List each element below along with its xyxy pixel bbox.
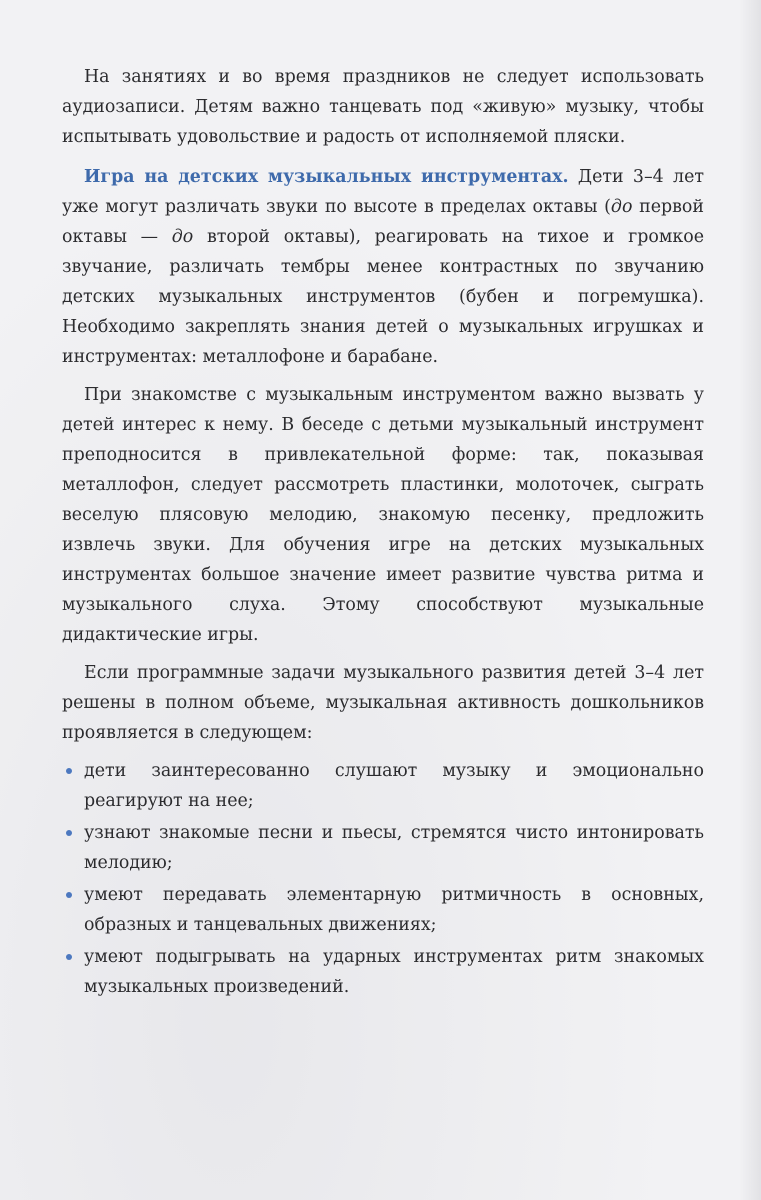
italic-term: до bbox=[171, 227, 194, 247]
bullet-icon bbox=[66, 768, 72, 774]
list-item-text: узнают знакомые песни и пьесы, стремятся чисто интонировать мелодию; bbox=[84, 823, 704, 873]
paragraph-audio-recordings: На занятиях и во время праздников не следует использовать аудиозаписи. Детям важно танцевать под «живую» музыку, чтобы испытывать удовольствие и радость от исполняемой пляски. bbox=[62, 67, 704, 147]
bullet-icon bbox=[66, 954, 72, 960]
list-item-text: умеют подыгрывать на ударных инструментах ритм знакомых музыкальных произведений. bbox=[84, 947, 704, 997]
results-bullet-list bbox=[62, 756, 704, 1002]
italic-term: до bbox=[610, 197, 633, 217]
paragraph-introduction: При знакомстве с музыкальным инструментом важно вызвать у детей интерес к нему. В беседе с детьми музыкальный инструмент преподносится в привлекательной форме: так, показывая металлофон, следует рассмотреть пластинки, молоточек, сыграть веселую плясовую мелодию, знакомую песенку, предложить извлечь звуки. Для обучения игре на детских музыкальных инструментах большое значение имеет развитие чувства ритма и музыкального слуха. Этому способствуют музыкальные дидактические игры. bbox=[62, 385, 704, 645]
paragraph-text: Дети 3–4 лет уже могут различать звуки по высоте в пределах октавы ( bbox=[62, 167, 705, 217]
list-item-text: умеют передавать элементарную ритмичность в основных, образных и танцевальных движениях; bbox=[84, 885, 704, 935]
bullet-icon bbox=[66, 892, 72, 898]
document-body bbox=[62, 62, 704, 1004]
list-item bbox=[62, 818, 704, 878]
list-item bbox=[62, 942, 704, 1002]
paragraph-text: первой октавы — bbox=[62, 197, 704, 247]
page-edge-shadow bbox=[739, 0, 761, 1200]
list-item bbox=[62, 756, 704, 816]
list-item bbox=[62, 880, 704, 940]
paragraph-instruments bbox=[62, 162, 704, 372]
section-heading-instruments: Игра на детских музыкальных инструментах. bbox=[84, 167, 569, 187]
paragraph-text: второй октавы), реагировать на тихое и громкое звучание, различать тембры менее контрастных по звучанию детских музыкальных инструментов (бубен и погремушка). Необходимо закреплять знания детей о музыкальных игрушках и инструментах: металлофоне и барабане. bbox=[62, 227, 704, 367]
list-item-text: дети заинтересованно слушают музыку и эмоционально реагируют на нее; bbox=[84, 761, 704, 811]
bullet-icon bbox=[66, 830, 72, 836]
paragraph-results: Если программные задачи музыкального развития детей 3–4 лет решены в полном объеме, музыкальная активность дошкольников проявляется в следующем: bbox=[62, 663, 704, 743]
